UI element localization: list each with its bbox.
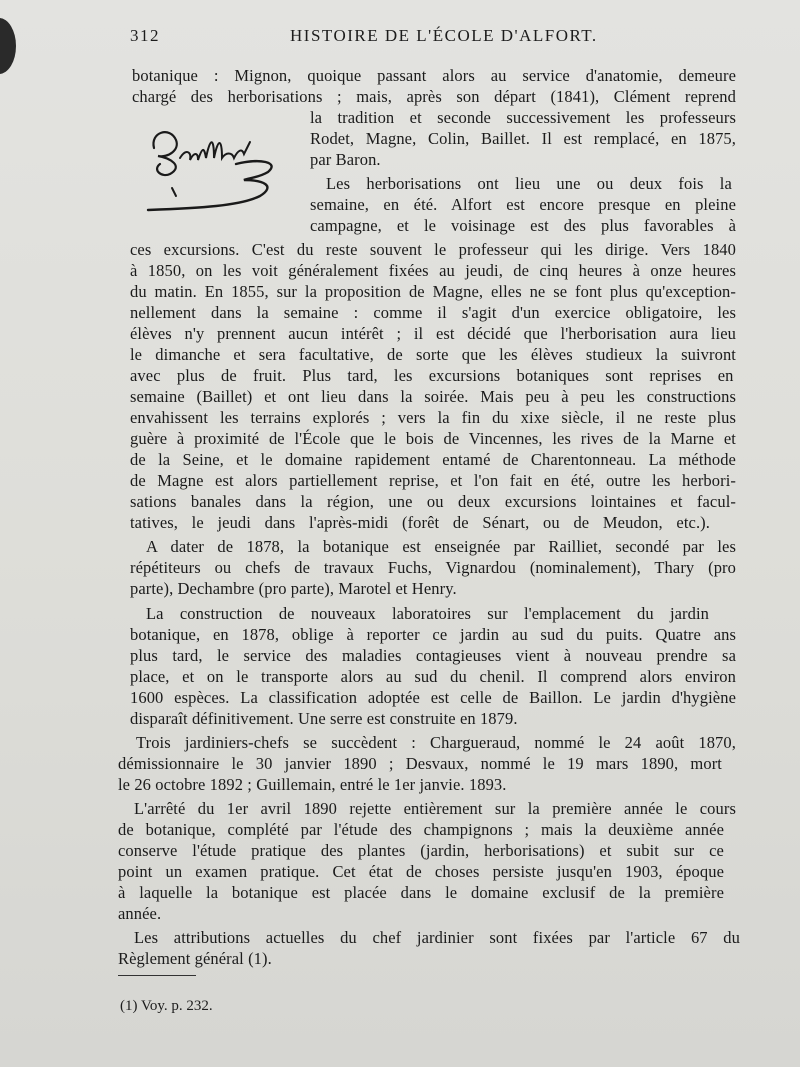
text-line: botanique, en 1878, oblige à reporter ce jardin au sud du puits. Quatre ans [130, 625, 736, 644]
text-line: tatives, le jeudi dans l'après-midi (forêt de Sénart, ou de Meudon, etc.). [130, 513, 710, 532]
text-line: chargé des herborisations ; mais, après son départ (1841), Clément reprend [132, 87, 736, 106]
text-line: le dimanche et sera facultative, de sorte que les élèves studieux la suivront [130, 345, 736, 364]
text-line: de la Seine, et le domaine rapidement entamé de Charentonneau. La méthode [130, 450, 736, 469]
text-line: la tradition et seconde successivement les professeurs [310, 108, 736, 127]
text-line: démissionnaire le 30 janvier 1890 ; Desvaux, nommé le 19 mars 1890, mort [118, 754, 722, 773]
footnote-rule [118, 975, 196, 976]
text-line: par Baron. [310, 150, 381, 169]
text-line: semaine, en été. Alfort est encore presque en pleine [310, 195, 736, 214]
text-line: Les attributions actuelles du chef jardinier sont fixées par l'article 67 du [134, 928, 740, 947]
text-line: le 26 octobre 1892 ; Guillemain, entré le 1er janvie. 1893. [118, 775, 507, 794]
text-line: de botanique, complété par l'étude des champignons ; mais la deuxième année [118, 820, 724, 839]
text-line: point un examen pratique. Cet état de choses persiste jusqu'en 1903, époque [118, 862, 724, 881]
text-line: campagne, et le voisinage est des plus favorables à [310, 216, 736, 235]
text-line: année. [118, 904, 162, 923]
footnote: (1) Voy. p. 232. [120, 998, 213, 1014]
text-line: de Magne est alors partiellement reprise, et l'on fait en été, outre les herbori- [130, 471, 736, 490]
text-line: élèves n'y prennent aucun intérêt ; il est décidé que l'herborisation aura lieu [130, 324, 736, 343]
text-line: plus tard, le service des maladies contagieuses vient à nouveau prendre sa [130, 646, 736, 665]
text-line: ces excursions. C'est du reste souvent le professeur qui les dirige. Vers 1840 [130, 240, 736, 259]
text-line: avec plus de fruit. Plus tard, les excursions botaniques sont reprises en [130, 366, 734, 385]
text-line: Règlement général (1). [118, 949, 272, 968]
text-line: Trois jardiniers-chefs se succèdent : Chargueraud, nommé le 24 août 1870, [136, 733, 736, 752]
text-line: conserve l'étude pratique des plantes (jardin, herborisations) et subit sur ce [118, 841, 724, 860]
text-line: sations banales dans la région, une ou deux excursions lointaines et facul- [130, 492, 736, 511]
text-line: place, et on le transporte alors au sud du chenil. Il comprend alors environ [130, 667, 736, 686]
text-line: Rodet, Magne, Colin, Baillet. Il est remplacé, en 1875, [310, 129, 736, 148]
text-line: botanique : Mignon, quoique passant alors au service d'anatomie, demeure [132, 66, 736, 85]
text-line: envahissent les terrains explorés ; vers la fin du xixe siècle, il ne reste plus [130, 408, 736, 427]
text-line: parte), Dechambre (pro parte), Marotel et Henry. [130, 579, 457, 598]
text-line: du matin. En 1855, sur la proposition de Magne, elles ne se font plus qu'exception- [130, 282, 736, 301]
text-line: disparaît définitivement. Une serre est construite en 1879. [130, 709, 518, 728]
text-line: guère à proximité de l'École que le bois de Vincennes, les rives de la Marne et [130, 429, 736, 448]
text-line: nellement dans la semaine : comme il s'agit d'un exercice obligatoire, les [130, 303, 736, 322]
text-line: 1600 espèces. La classification adoptée est celle de Baillon. Le jardin d'hygiène [130, 688, 736, 707]
text-line: à laquelle la botanique est placée dans le domaine exclusif de la première [118, 883, 724, 902]
text-line: répétiteurs ou chefs de travaux Fuchs, Vignardou (nominalement), Thary (pro [130, 558, 736, 577]
text-line: L'arrêté du 1er avril 1890 rejette entièrement sur la première année le cours [134, 799, 736, 818]
text-line: La construction de nouveaux laboratoires sur l'emplacement du jardin [146, 604, 710, 623]
text-line: A dater de 1878, la botanique est enseignée par Railliet, secondé par les [146, 537, 736, 556]
text-line: à 1850, on les voit généralement fixées au jeudi, de cinq heures à onze heures [130, 261, 736, 280]
text-line: Les herborisations ont lieu une ou deux fois la [326, 174, 732, 193]
running-title: HISTOIRE DE L'ÉCOLE D'ALFORT. [290, 26, 598, 45]
text-line: semaine (Baillet) et ont lieu dans la soirée. Mais peu à peu les constructions [130, 387, 736, 406]
page-number: 312 [130, 26, 160, 45]
